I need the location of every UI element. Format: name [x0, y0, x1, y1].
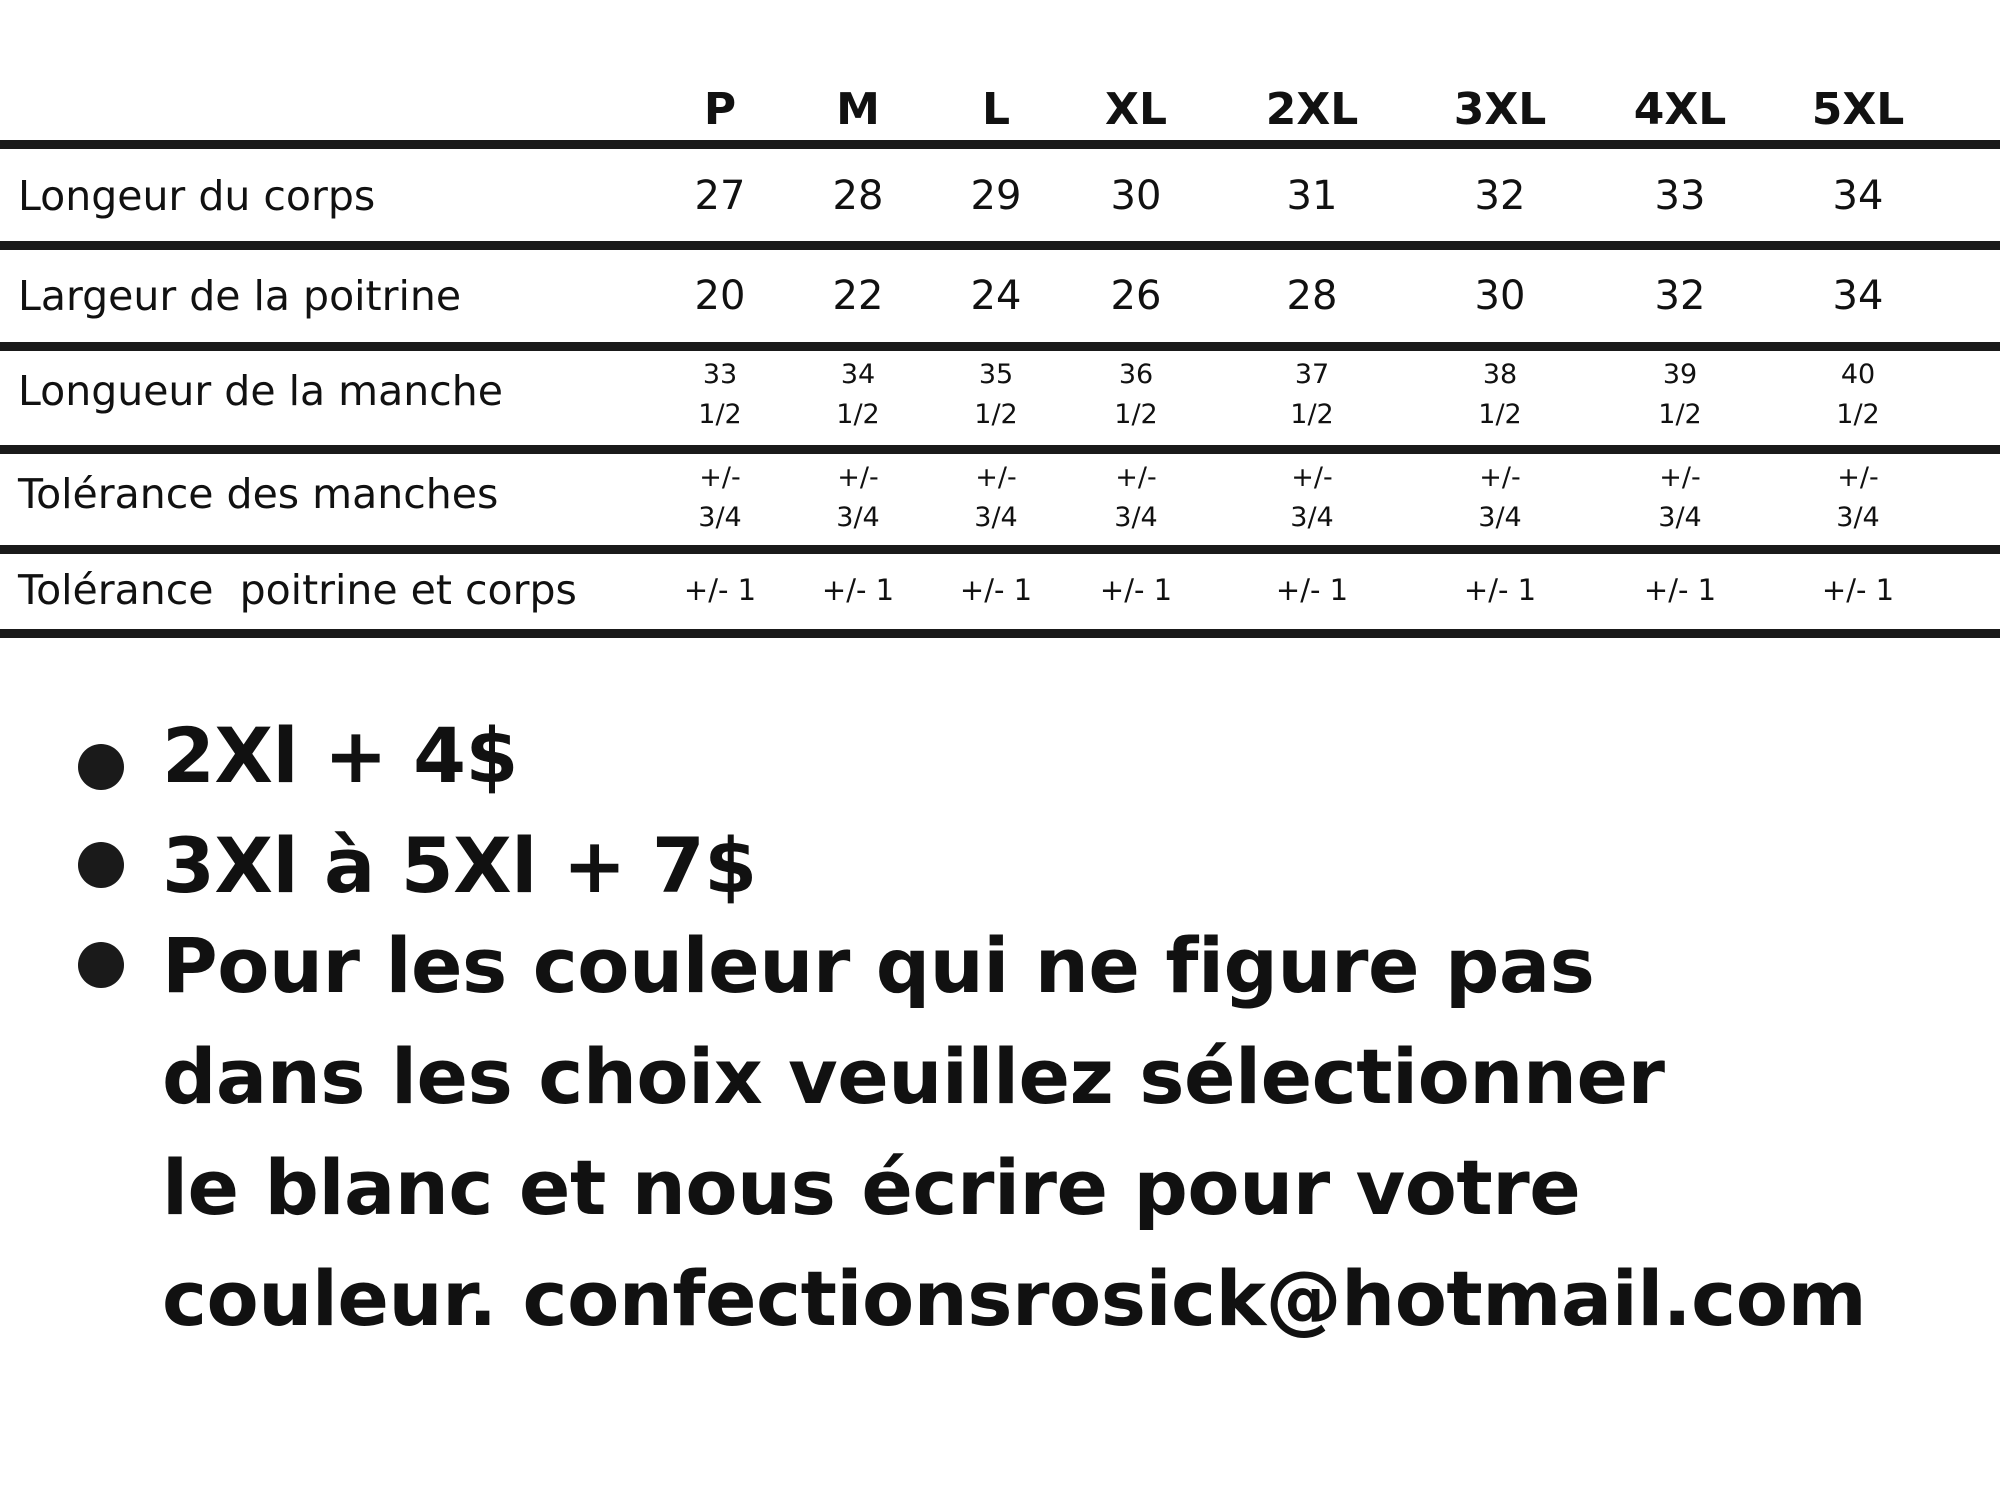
table-cell: 29 [970, 173, 1022, 219]
size-header: P [703, 84, 737, 135]
table-cell: +/- 3/4 [974, 462, 1018, 533]
table-cell: +/- 3/4 [1836, 462, 1880, 533]
table-cell: 28 [832, 173, 884, 219]
table-cell: 35 1/2 [974, 359, 1018, 430]
size-header: M [836, 84, 880, 135]
bullet-icon [78, 942, 124, 988]
table-cell: +/- 3/4 [1114, 462, 1158, 533]
table-cell: 31 [1286, 173, 1338, 219]
table-cell: 30 [1110, 173, 1162, 219]
table-cell: 24 [970, 273, 1022, 319]
table-cell: 32 [1654, 273, 1706, 319]
table-cell: 27 [694, 173, 746, 219]
table-cell: 39 1/2 [1658, 359, 1702, 430]
note-text: 3Xl à 5Xl + 7$ [162, 821, 757, 910]
row-label: Longeur du corps [18, 172, 376, 220]
table-cell: 34 [1832, 273, 1884, 319]
table-cell: 22 [832, 273, 884, 319]
table-cell: 26 [1110, 273, 1162, 319]
table-cell: +/- 3/4 [836, 462, 880, 533]
table-cell: 37 1/2 [1290, 359, 1334, 430]
table-rule [0, 445, 2000, 454]
size-header: 2XL [1265, 84, 1359, 135]
table-cell: +/- 3/4 [1478, 462, 1522, 533]
row-label: Largeur de la poitrine [18, 272, 462, 320]
table-cell: 28 [1286, 273, 1338, 319]
table-cell: 32 [1474, 173, 1526, 219]
size-header: 4XL [1633, 84, 1727, 135]
table-cell: +/- 1 [1275, 573, 1349, 607]
table-cell: 34 1/2 [836, 359, 880, 430]
table-cell: +/- 1 [959, 573, 1033, 607]
table-cell: 20 [694, 273, 746, 319]
table-cell: +/- 1 [1643, 573, 1717, 607]
table-cell: 33 [1654, 173, 1706, 219]
table-rule [0, 140, 2000, 149]
table-cell: +/- 3/4 [1290, 462, 1334, 533]
table-cell: 33 1/2 [698, 359, 742, 430]
bullet-icon [78, 744, 124, 790]
table-cell: +/- 1 [1099, 573, 1173, 607]
row-label: Tolérance poitrine et corps [18, 566, 577, 614]
table-cell: +/- 1 [821, 573, 895, 607]
table-cell: 38 1/2 [1478, 359, 1522, 430]
row-label: Tolérance des manches [18, 470, 499, 518]
table-cell: +/- 3/4 [1658, 462, 1702, 533]
table-cell: +/- 1 [1463, 573, 1537, 607]
table-cell: 40 1/2 [1836, 359, 1880, 430]
row-label: Longueur de la manche [18, 367, 503, 415]
table-cell: 36 1/2 [1114, 359, 1158, 430]
table-rule [0, 545, 2000, 554]
table-cell: +/- 1 [683, 573, 757, 607]
table-cell: +/- 3/4 [698, 462, 742, 533]
table-cell: 30 [1474, 273, 1526, 319]
note-text: Pour les couleur qui ne figure pas dans les choix veuillez sélectionner le blanc et nous écrire pour votre couleur. confectionsrosick@hotmail.com [162, 921, 1867, 1343]
size-header: 5XL [1811, 84, 1905, 135]
size-header: L [981, 84, 1011, 135]
size-header: 3XL [1453, 84, 1547, 135]
size-chart-table [0, 0, 2000, 650]
table-rule [0, 342, 2000, 351]
table-cell: 34 [1832, 173, 1884, 219]
bullet-icon [78, 842, 124, 888]
table-cell: +/- 1 [1821, 573, 1895, 607]
note-text: 2Xl + 4$ [162, 711, 518, 800]
table-rule [0, 629, 2000, 638]
size-header: XL [1105, 84, 1167, 135]
table-rule [0, 241, 2000, 250]
